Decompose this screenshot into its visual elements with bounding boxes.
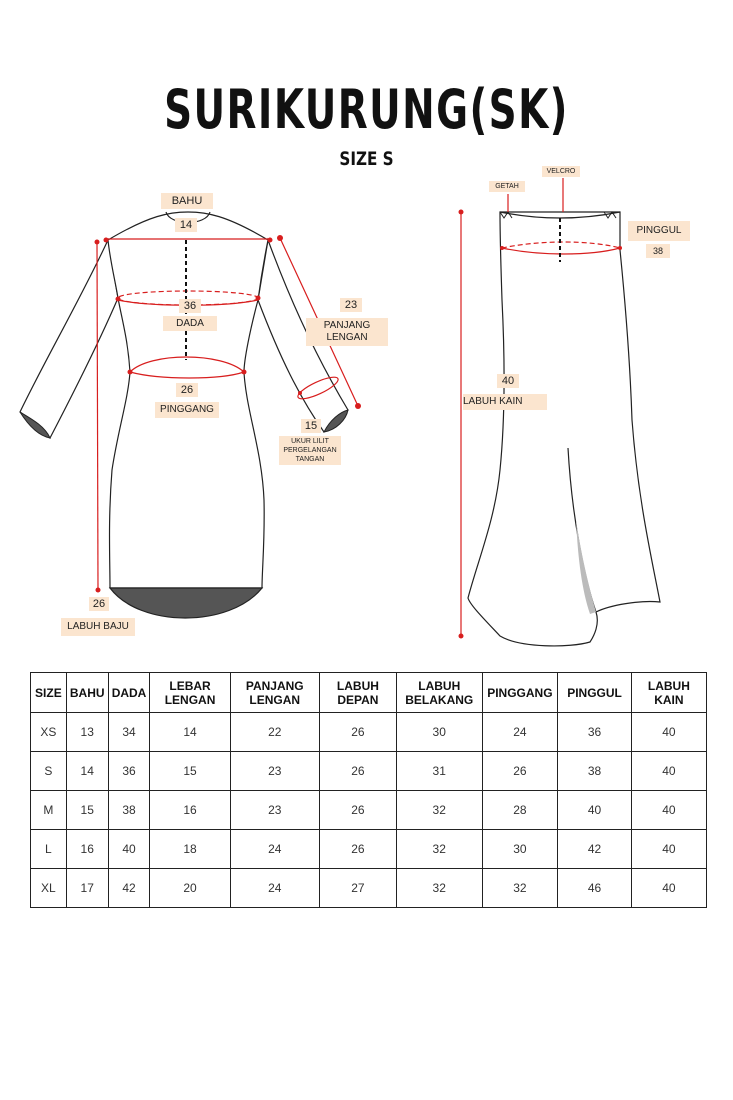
- lengan-value: 23: [340, 298, 362, 312]
- table-cell: 26: [482, 752, 558, 791]
- table-row: [31, 791, 707, 830]
- table-header-row: [31, 673, 707, 713]
- garment-diagram: [0, 160, 733, 660]
- table-cell: 30: [482, 830, 558, 869]
- table-cell: 27: [319, 869, 396, 908]
- dada-label: DADA: [163, 316, 217, 331]
- table-cell: 28: [482, 791, 558, 830]
- table-row: [31, 713, 707, 752]
- table-cell: 23: [230, 752, 319, 791]
- header-cell: PINGGANG: [482, 673, 558, 713]
- getah-label: GETAH: [489, 181, 525, 192]
- header-cell: LEBAR LENGAN: [150, 673, 230, 713]
- header-cell: PANJANG LENGAN: [230, 673, 319, 713]
- size-chart-table: [30, 672, 707, 908]
- table-cell: 17: [66, 869, 108, 908]
- table-cell: 34: [108, 713, 150, 752]
- lengan-label: PANJANG LENGAN: [306, 318, 388, 346]
- table-row: [31, 752, 707, 791]
- table-cell: 46: [558, 869, 632, 908]
- labuh-baju-label: LABUH BAJU: [61, 618, 135, 636]
- table-cell: 32: [396, 869, 482, 908]
- table-cell: 15: [66, 791, 108, 830]
- table-cell: 40: [631, 869, 706, 908]
- bahu-value: 14: [175, 218, 197, 232]
- header-cell: PINGGUL: [558, 673, 632, 713]
- table-cell: 40: [631, 830, 706, 869]
- pinggul-label: PINGGUL: [628, 221, 690, 241]
- table-cell: 40: [631, 791, 706, 830]
- page-title: SURIKURUNG(SK): [164, 78, 569, 141]
- table-cell: L: [31, 830, 67, 869]
- table-cell: 42: [558, 830, 632, 869]
- table-row: [31, 869, 707, 908]
- table-cell: 40: [631, 752, 706, 791]
- table-cell: 16: [150, 791, 230, 830]
- labuh-kain-value: 40: [497, 374, 519, 388]
- table-cell: XL: [31, 869, 67, 908]
- table-cell: 30: [396, 713, 482, 752]
- table-cell: 15: [150, 752, 230, 791]
- wrist-value: 15: [301, 419, 321, 433]
- header-cell: LABUH BELAKANG: [396, 673, 482, 713]
- table-cell: 26: [319, 830, 396, 869]
- table-cell: 24: [230, 830, 319, 869]
- table-cell: 13: [66, 713, 108, 752]
- table-cell: 22: [230, 713, 319, 752]
- header-cell: LABUH KAIN: [631, 673, 706, 713]
- header-cell: DADA: [108, 673, 150, 713]
- pinggang-value: 26: [176, 383, 198, 397]
- table-cell: 36: [108, 752, 150, 791]
- table-cell: 38: [558, 752, 632, 791]
- wrist-label: UKUR LILIT PERGELANGAN TANGAN: [279, 436, 341, 465]
- table-cell: 26: [319, 752, 396, 791]
- table-cell: 23: [230, 791, 319, 830]
- header-cell: SIZE: [31, 673, 67, 713]
- table-cell: 32: [396, 830, 482, 869]
- labuh-kain-label: LABUH KAIN: [463, 394, 547, 410]
- table-row: [31, 830, 707, 869]
- table-cell: 36: [558, 713, 632, 752]
- table-cell: 32: [482, 869, 558, 908]
- table-cell: 14: [150, 713, 230, 752]
- table-cell: 14: [66, 752, 108, 791]
- pinggul-value: 38: [646, 244, 670, 258]
- table-cell: 18: [150, 830, 230, 869]
- table-cell: 32: [396, 791, 482, 830]
- table-cell: 40: [108, 830, 150, 869]
- table-cell: 26: [319, 713, 396, 752]
- table-cell: M: [31, 791, 67, 830]
- bahu-label: BAHU: [161, 193, 213, 209]
- dada-value: 36: [179, 299, 201, 313]
- size-subtitle: SIZE S: [339, 148, 394, 170]
- header-cell: LABUH DEPAN: [319, 673, 396, 713]
- table-cell: 24: [230, 869, 319, 908]
- table-cell: 24: [482, 713, 558, 752]
- table-cell: S: [31, 752, 67, 791]
- table-cell: 20: [150, 869, 230, 908]
- velcro-label: VELCRO: [542, 166, 580, 177]
- table-cell: 16: [66, 830, 108, 869]
- table-cell: 38: [108, 791, 150, 830]
- table-cell: 26: [319, 791, 396, 830]
- table-cell: XS: [31, 713, 67, 752]
- labuh-baju-value: 26: [89, 597, 109, 611]
- kain-illustration: [468, 212, 660, 646]
- pinggang-label: PINGGANG: [155, 402, 219, 418]
- table-cell: 42: [108, 869, 150, 908]
- table-cell: 31: [396, 752, 482, 791]
- table-cell: 40: [631, 713, 706, 752]
- header-cell: BAHU: [66, 673, 108, 713]
- table-cell: 40: [558, 791, 632, 830]
